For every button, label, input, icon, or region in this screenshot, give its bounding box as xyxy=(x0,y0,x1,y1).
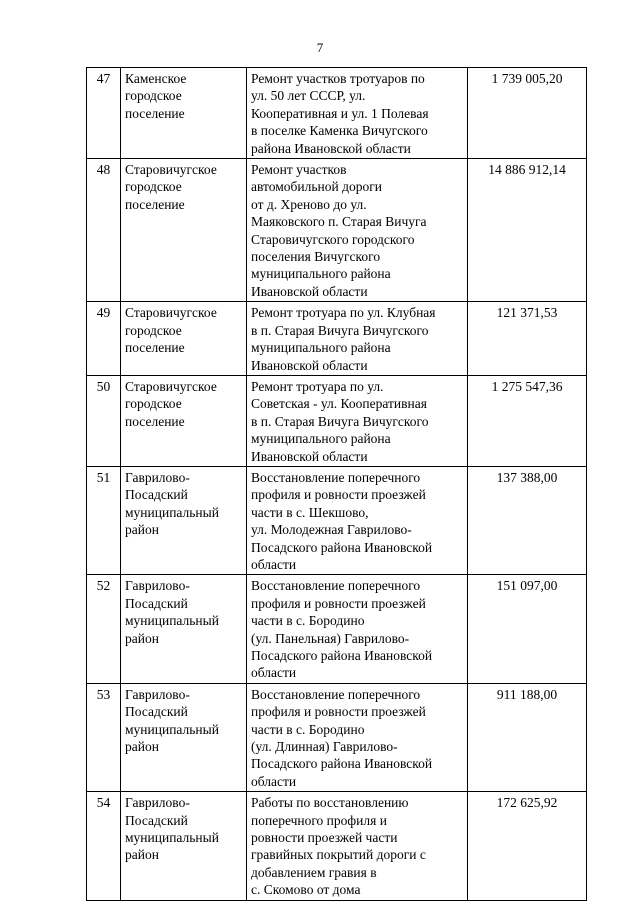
row-number-cell: 48 xyxy=(87,159,121,302)
description-cell: Восстановление поперечного профиля и ровности проезжей части в с. Бородино (ул. Панельная) Гаврилово- Посадского района Ивановской области xyxy=(247,575,468,683)
row-number-cell: 51 xyxy=(87,466,121,574)
table-row xyxy=(87,159,587,302)
recipient-cell: Старовичугское городское поселение xyxy=(121,375,247,466)
description-cell: Ремонт тротуара по ул. Советская - ул. Кооперативная в п. Старая Вичуга Вичугского муниципального района Ивановской области xyxy=(247,375,468,466)
row-number-cell: 52 xyxy=(87,575,121,683)
row-number-cell: 47 xyxy=(87,68,121,159)
amount-cell: 121 371,53 xyxy=(468,302,587,376)
row-number-cell: 50 xyxy=(87,375,121,466)
amount-cell: 1 739 005,20 xyxy=(468,68,587,159)
recipient-cell: Гаврилово- Посадский муниципальный район xyxy=(121,466,247,574)
description-cell: Ремонт тротуара по ул. Клубная в п. Старая Вичуга Вичугского муниципального района Ивановской области xyxy=(247,302,468,376)
recipient-cell: Гаврилово- Посадский муниципальный район xyxy=(121,792,247,900)
amount-cell: 14 886 912,14 xyxy=(468,159,587,302)
table-row xyxy=(87,466,587,574)
recipient-cell: Гаврилово- Посадский муниципальный район xyxy=(121,575,247,683)
description-cell: Восстановление поперечного профиля и ровности проезжей части в с. Бородино (ул. Длинная) Гаврилово- Посадского района Ивановской области xyxy=(247,683,468,791)
amount-cell: 911 188,00 xyxy=(468,683,587,791)
page-number: 7 xyxy=(316,40,324,55)
description-cell: Ремонт участков тротуаров по ул. 50 лет СССР, ул. Кооперативная и ул. 1 Полевая в поселке Каменка Вичугского района Ивановской области xyxy=(247,68,468,159)
recipient-cell: Старовичугское городское поселение xyxy=(121,159,247,302)
description-cell: Восстановление поперечного профиля и ровности проезжей части в с. Шекшово, ул. Молодежная Гаврилово- Посадского района Ивановской области xyxy=(247,466,468,574)
row-number-cell: 53 xyxy=(87,683,121,791)
table-row xyxy=(87,302,587,376)
recipient-cell: Старовичугское городское поселение xyxy=(121,302,247,376)
table-row xyxy=(87,375,587,466)
recipient-cell: Гаврилово- Посадский муниципальный район xyxy=(121,683,247,791)
amount-cell: 137 388,00 xyxy=(468,466,587,574)
row-number-cell: 54 xyxy=(87,792,121,900)
table-row xyxy=(87,792,587,900)
amount-cell: 172 625,92 xyxy=(468,792,587,900)
description-cell: Работы по восстановлению поперечного профиля и ровности проезжей части гравийных покрытий дороги с добавлением гравия в с. Скомово от дома xyxy=(247,792,468,900)
allocation-table xyxy=(86,67,587,901)
recipient-cell: Каменское городское поселение xyxy=(121,68,247,159)
row-number-cell: 49 xyxy=(87,302,121,376)
table-row xyxy=(87,683,587,791)
description-cell: Ремонт участков автомобильной дороги от д. Хреново до ул. Маяковского п. Старая Вичуга Старовичугского городского поселения Вичугского муниципального района Ивановской области xyxy=(247,159,468,302)
amount-cell: 1 275 547,36 xyxy=(468,375,587,466)
table-row xyxy=(87,68,587,159)
table-row xyxy=(87,575,587,683)
table-body xyxy=(87,68,587,901)
amount-cell: 151 097,00 xyxy=(468,575,587,683)
